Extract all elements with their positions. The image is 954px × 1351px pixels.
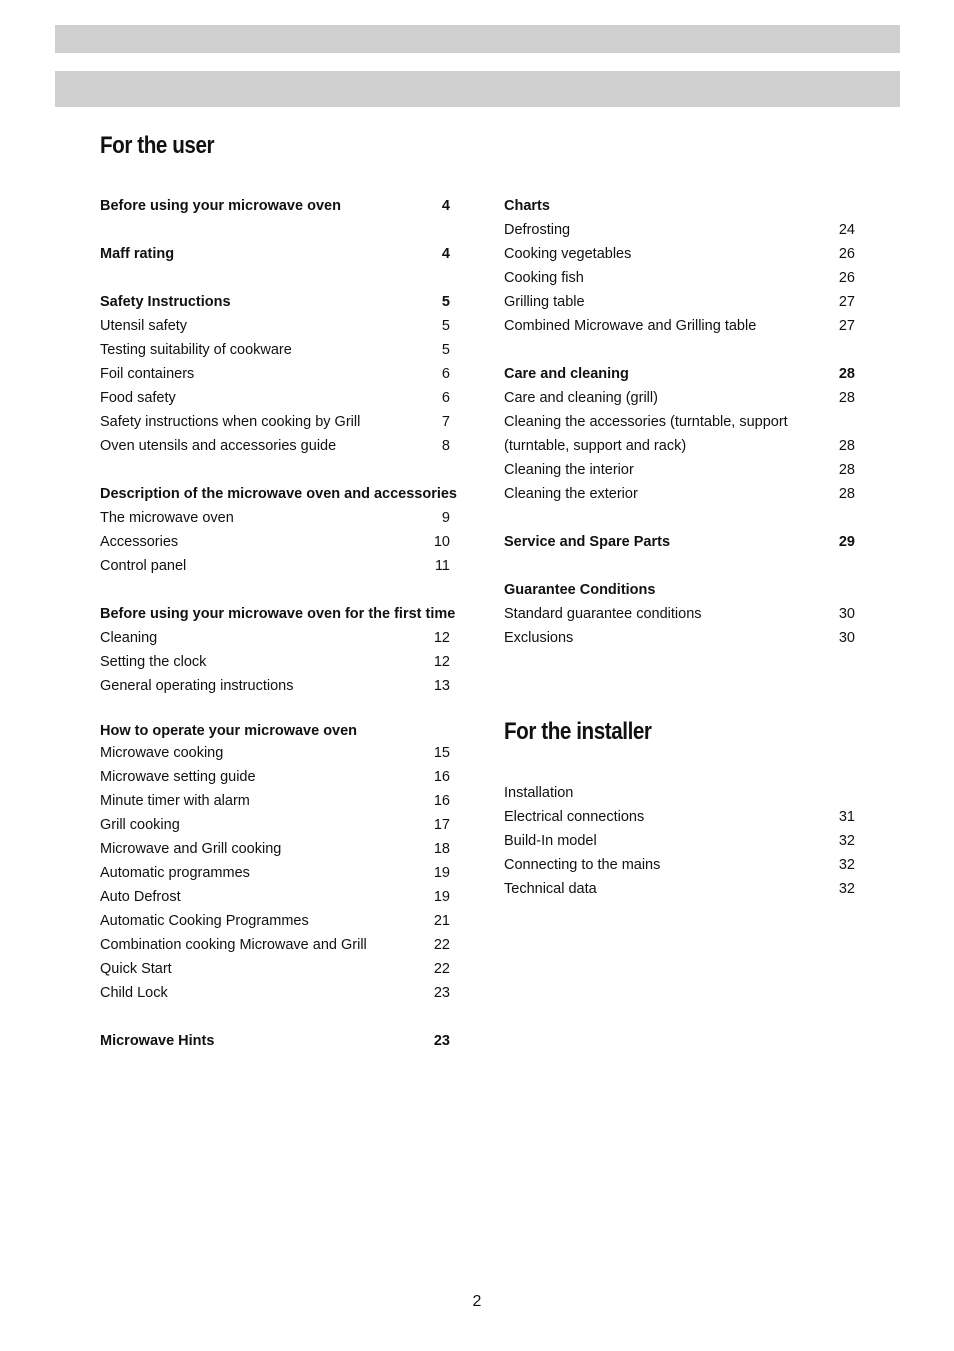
toc-page-number: 32 xyxy=(838,833,855,849)
toc-entry-title: Maff rating xyxy=(100,246,175,262)
toc-page-number: 12 xyxy=(433,630,450,646)
toc-entry xyxy=(100,506,450,530)
toc-entry-title: Microwave Hints xyxy=(100,1033,215,1049)
toc-page-number: 9 xyxy=(441,510,450,526)
toc-entry xyxy=(504,218,855,242)
toc-entry-title: Build-In model xyxy=(504,833,597,849)
toc-entry-title: (turntable, support and rack) xyxy=(504,438,687,454)
toc-spacer xyxy=(100,578,450,602)
toc-heading xyxy=(504,194,855,218)
toc-heading xyxy=(100,290,450,314)
toc-page-number: 10 xyxy=(433,534,450,550)
toc-entry-title: Service and Spare Parts xyxy=(504,534,671,550)
toc-page-number: 27 xyxy=(838,294,855,310)
toc-entry-title: Combined Microwave and Grilling table xyxy=(504,318,757,334)
toc-column-left xyxy=(100,194,457,1053)
toc-entry-title: General operating instructions xyxy=(100,678,294,694)
toc-page-number: 4 xyxy=(441,198,450,214)
section-title-installer: For the installer xyxy=(504,718,652,745)
toc-entry xyxy=(100,837,450,861)
toc-entry-title: Accessories xyxy=(100,534,179,550)
toc-page-number: 5 xyxy=(441,342,450,358)
page-number: 2 xyxy=(472,1293,482,1310)
toc-spacer xyxy=(100,266,450,290)
toc-entry-title: Cleaning the exterior xyxy=(504,486,638,502)
toc-page-number: 31 xyxy=(838,809,855,825)
toc-page-number: 32 xyxy=(838,857,855,873)
toc-page-number: 29 xyxy=(838,534,855,550)
toc-page-number: 22 xyxy=(433,937,450,953)
toc-page-number: 28 xyxy=(838,438,855,454)
toc-entry xyxy=(504,781,855,805)
toc-entry-title: Control panel xyxy=(100,558,187,574)
toc-entry xyxy=(100,981,450,1005)
toc-entry xyxy=(504,602,855,626)
toc-spacer xyxy=(100,218,450,242)
toc-page-number: 6 xyxy=(441,390,450,406)
toc-page-number: 16 xyxy=(433,769,450,785)
toc-entry xyxy=(100,861,450,885)
toc-heading xyxy=(504,578,855,602)
toc-page-number: 5 xyxy=(441,318,450,334)
toc-entry xyxy=(504,434,855,458)
toc-entry-title: Testing suitability of cookware xyxy=(100,342,292,358)
toc-entry-title: Cleaning xyxy=(100,630,158,646)
toc-entry-title: Quick Start xyxy=(100,961,172,977)
toc-page-number: 23 xyxy=(433,985,450,1001)
toc-heading xyxy=(100,482,457,506)
toc-entry-title: Microwave cooking xyxy=(100,745,224,761)
toc-page-number: 32 xyxy=(838,881,855,897)
toc-page-number: 6 xyxy=(441,366,450,382)
toc-entry-title: Food safety xyxy=(100,390,176,406)
toc-spacer xyxy=(100,1005,450,1029)
toc-entry-title: Utensil safety xyxy=(100,318,188,334)
toc-entry-title: How to operate your microwave oven xyxy=(100,723,358,739)
toc-entry xyxy=(100,554,450,578)
toc-entry-title: Technical data xyxy=(504,881,597,897)
toc-entry xyxy=(100,362,450,386)
toc-entry-title: Microwave setting guide xyxy=(100,769,256,785)
toc-page-number: 30 xyxy=(838,630,855,646)
toc-heading xyxy=(100,602,456,626)
toc-entry xyxy=(100,338,450,362)
toc-entry xyxy=(100,386,450,410)
toc-spacer xyxy=(504,338,855,362)
toc-entry xyxy=(100,909,450,933)
header-band-bottom xyxy=(55,71,900,107)
toc-spacer xyxy=(100,458,450,482)
toc-entry xyxy=(100,813,450,837)
toc-entry xyxy=(504,853,855,877)
toc-entry-title: Cooking vegetables xyxy=(504,246,632,262)
toc-entry-title: Cleaning the accessories (turntable, support xyxy=(504,414,788,430)
toc-page-number: 26 xyxy=(838,246,855,262)
toc-entry xyxy=(504,482,855,506)
toc-entry-title: Foil containers xyxy=(100,366,195,382)
toc-entry xyxy=(100,741,450,765)
toc-entry-title: Defrosting xyxy=(504,222,571,238)
toc-heading xyxy=(100,194,450,218)
toc-entry xyxy=(504,242,855,266)
toc-entry-title: Installation xyxy=(504,785,574,801)
toc-entry xyxy=(504,410,855,434)
toc-entry-title: Exclusions xyxy=(504,630,574,646)
toc-page-number: 23 xyxy=(433,1033,450,1049)
toc-entry xyxy=(100,765,450,789)
toc-entry-title: The microwave oven xyxy=(100,510,234,526)
toc-entry xyxy=(100,410,450,434)
toc-entry-title: Automatic programmes xyxy=(100,865,250,881)
toc-page-number: 12 xyxy=(433,654,450,670)
toc-entry xyxy=(100,626,450,650)
toc-entry-title: Oven utensils and accessories guide xyxy=(100,438,337,454)
toc-page-number: 28 xyxy=(838,366,855,382)
toc-entry-title: Connecting to the mains xyxy=(504,857,661,873)
toc-page-number: 19 xyxy=(433,865,450,881)
toc-heading xyxy=(100,1029,450,1053)
toc-page-number: 11 xyxy=(434,558,450,574)
toc-page-number: 22 xyxy=(433,961,450,977)
toc-entry-title: Safety instructions when cooking by Grill xyxy=(100,414,361,430)
toc-entry-title: Grilling table xyxy=(504,294,585,310)
toc-column-right xyxy=(504,194,855,650)
toc-page-number: 18 xyxy=(433,841,450,857)
toc-entry xyxy=(100,957,450,981)
toc-entry-title: Description of the microwave oven and accessories xyxy=(100,486,457,502)
toc-entry xyxy=(504,877,855,901)
toc-page-number: 24 xyxy=(838,222,855,238)
toc-entry-title: Guarantee Conditions xyxy=(504,582,656,598)
toc-entry-title: Combination cooking Microwave and Grill xyxy=(100,937,367,953)
toc-entry-title: Cooking fish xyxy=(504,270,584,286)
toc-page-number: 15 xyxy=(433,745,450,761)
toc-spacer xyxy=(100,698,450,722)
toc-heading xyxy=(504,362,855,386)
toc-entry xyxy=(504,290,855,314)
toc-entry-title: Standard guarantee conditions xyxy=(504,606,702,622)
toc-entry-title: Charts xyxy=(504,198,550,214)
toc-entry-title: Care and cleaning xyxy=(504,366,629,382)
toc-page-number: 16 xyxy=(433,793,450,809)
toc-entry xyxy=(100,789,450,813)
toc-page-number: 7 xyxy=(441,414,450,430)
toc-page-number: 5 xyxy=(441,294,450,310)
toc-heading xyxy=(504,530,855,554)
toc-heading xyxy=(100,242,450,266)
toc-entry-title: Grill cooking xyxy=(100,817,180,833)
toc-entry-title: Electrical connections xyxy=(504,809,645,825)
header-band-top xyxy=(55,25,900,53)
toc-entry xyxy=(504,626,855,650)
toc-entry xyxy=(100,674,450,698)
toc-entry xyxy=(504,386,855,410)
toc-entry xyxy=(504,805,855,829)
toc-entry-title: Safety Instructions xyxy=(100,294,231,310)
toc-entry-title: Microwave and Grill cooking xyxy=(100,841,282,857)
toc-entry xyxy=(100,530,450,554)
toc-entry-title: Setting the clock xyxy=(100,654,207,670)
toc-page-number: 21 xyxy=(433,913,450,929)
toc-entry-title: Auto Defrost xyxy=(100,889,181,905)
toc-page-number: 30 xyxy=(838,606,855,622)
toc-page-number: 4 xyxy=(441,246,450,262)
toc-entry xyxy=(504,314,855,338)
toc-entry xyxy=(100,434,450,458)
toc-page-number: 19 xyxy=(433,889,450,905)
toc-entry xyxy=(100,885,450,909)
toc-entry-title: Child Lock xyxy=(100,985,168,1001)
toc-page-number: 17 xyxy=(433,817,450,833)
toc-page-number: 28 xyxy=(838,486,855,502)
toc-entry-title: Cleaning the interior xyxy=(504,462,634,478)
toc-heading xyxy=(100,722,450,741)
toc-entry-title: Automatic Cooking Programmes xyxy=(100,913,309,929)
toc-entry-title: Before using your microwave oven for the first time xyxy=(100,606,456,622)
toc-page-number: 27 xyxy=(838,318,855,334)
toc-page-number: 8 xyxy=(441,438,450,454)
toc-page-number: 28 xyxy=(838,390,855,406)
toc-entry xyxy=(100,314,450,338)
toc-entry xyxy=(504,458,855,482)
toc-entry-title: Before using your microwave oven xyxy=(100,198,341,214)
toc-spacer xyxy=(504,506,855,530)
toc-page-number: 13 xyxy=(433,678,450,694)
toc-entry-title: Care and cleaning (grill) xyxy=(504,390,658,406)
toc-page-number: 26 xyxy=(838,270,855,286)
toc-entry xyxy=(504,266,855,290)
toc-spacer xyxy=(504,554,855,578)
toc-entry xyxy=(504,829,855,853)
toc-entry xyxy=(100,650,450,674)
toc-entry-title: Minute timer with alarm xyxy=(100,793,250,809)
section-title-user: For the user xyxy=(100,132,215,159)
toc-page-number: 28 xyxy=(838,462,855,478)
toc-column-installer xyxy=(504,781,855,901)
toc-entry xyxy=(100,933,450,957)
